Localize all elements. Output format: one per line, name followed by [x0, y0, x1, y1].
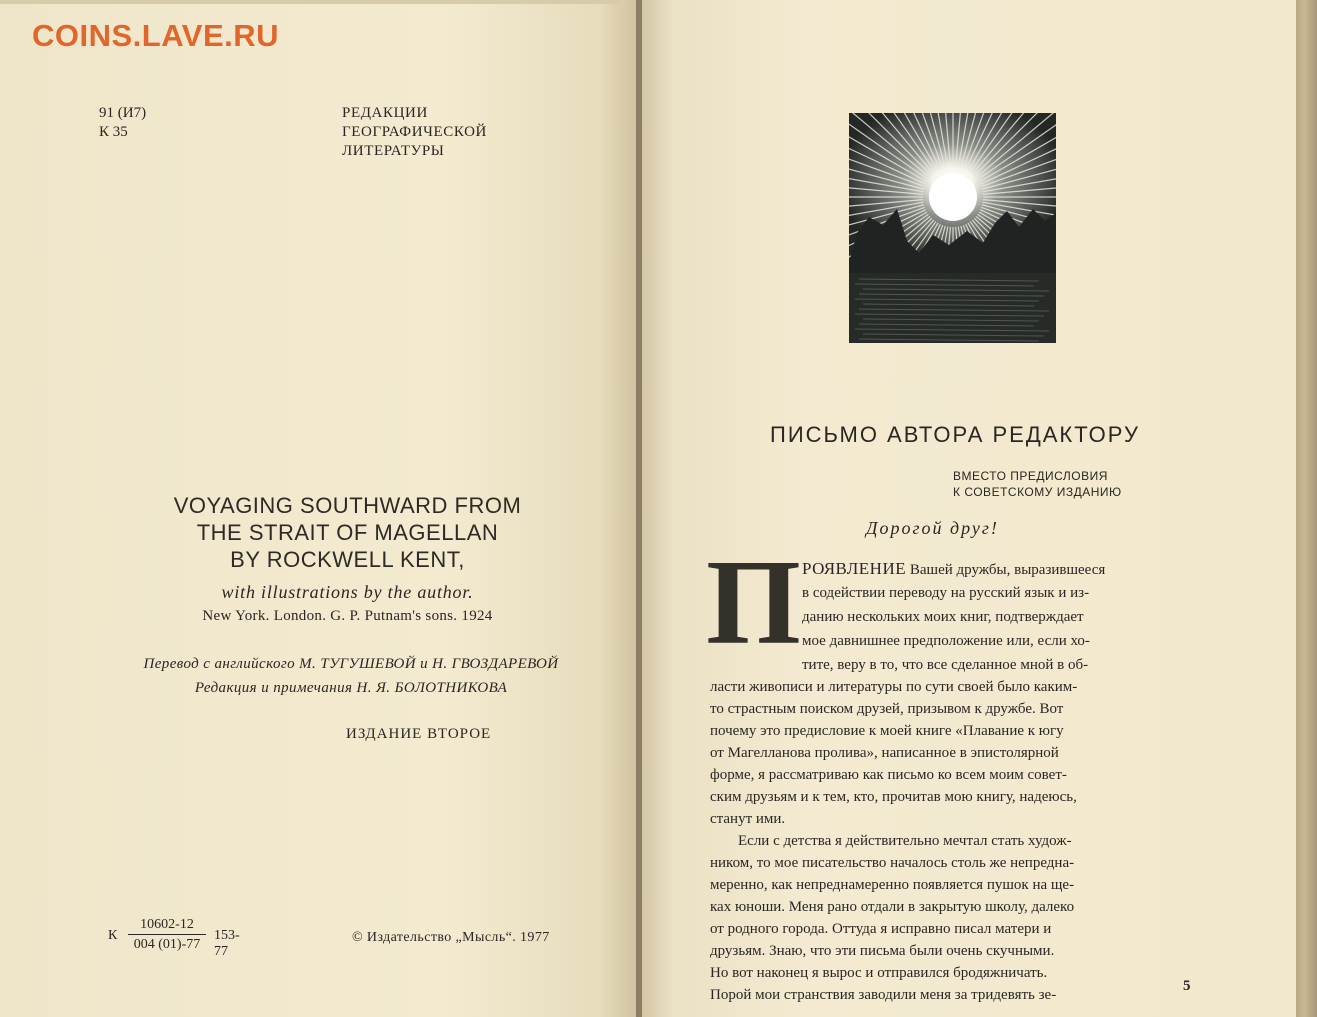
catalog-prefix: К — [108, 928, 118, 943]
body-line-text: Вашей дружбы, выразившееся — [906, 562, 1106, 578]
udk-line: 91 (И7) — [99, 105, 147, 121]
body-line: Порой мои странствия заводили меня за тридевять зе- — [710, 987, 1057, 1003]
salutation: Дорогой друг! — [866, 518, 999, 538]
body-line: от Магелланова пролива», написанное в эпистолярной — [710, 745, 1059, 761]
letter-subtitle — [953, 468, 1122, 500]
udk-line: К 35 — [99, 124, 128, 140]
credits-line: Перевод с английского М. ТУГУШЕВОЙ и Н. ГВОЗДАРЕВОЙ — [143, 656, 559, 672]
publisher-dept-line: РЕДАКЦИИ — [342, 105, 428, 121]
original-title-line: BY ROCKWELL KENT, — [230, 547, 465, 572]
subtitle-line: ВМЕСТО ПРЕДИСЛОВИЯ — [953, 469, 1108, 483]
first-word-rest: РОЯВЛЕНИЕ — [802, 559, 907, 578]
translation-credits — [96, 652, 606, 700]
book-gutter — [636, 0, 642, 1017]
body-line — [802, 560, 1105, 579]
udk-code — [99, 104, 146, 142]
illustrations-note: with illustrations by the author. — [221, 582, 474, 602]
catalog-suffix: 153-77 — [214, 928, 240, 959]
body-line: ках юноши. Меня рано отдали в закрытую школу, далеко — [710, 899, 1075, 915]
edition-label: ИЗДАНИЕ ВТОРОЕ — [346, 726, 492, 742]
body-line: мое давнишнее предположение или, если хо- — [802, 633, 1090, 649]
publisher-dept-line: ГЕОГРАФИЧЕСКОЙ — [342, 124, 487, 140]
catalog-denominator: 004 (01)-77 — [133, 937, 201, 952]
body-line: ским друзьям и к тем, кто, прочитав мою книгу, надеюсь, — [710, 789, 1077, 805]
publisher-dept-line: ЛИТЕРАТУРЫ — [342, 143, 445, 159]
body-line: форме, я рассматриваю как письмо ко всем моим совет- — [710, 767, 1067, 783]
body-line: от родного города. Оттуда я исправно писал матери и — [710, 921, 1052, 937]
body-line: почему это предисловие к моей книге «Плавание к югу — [710, 723, 1064, 739]
letter-title: ПИСЬМО АВТОРА РЕДАКТОРУ — [770, 422, 1140, 447]
publisher-department — [342, 104, 487, 161]
body-line: Но вот наконец я вырос и отправился бродяжничать. — [710, 965, 1048, 981]
credits-line: Редакция и примечания Н. Я. БОЛОТНИКОВА — [194, 680, 508, 696]
body-line: ласти живописи и литературы по сути своей было каким- — [710, 679, 1078, 695]
original-title-line: VOYAGING SOUTHWARD FROM — [173, 493, 522, 518]
page-edge — [1296, 0, 1317, 1017]
subtitle-line: К СОВЕТСКОМУ ИЗДАНИЮ — [953, 485, 1122, 499]
copyright-line: © Издательство „Мысль“. 1977 — [352, 930, 550, 945]
body-line: данию нескольких моих книг, подтверждает — [802, 609, 1084, 625]
original-title-line: THE STRAIT OF MAGELLAN — [196, 520, 499, 545]
body-line: тите, веру в то, что все сделанное мной в об- — [802, 657, 1089, 673]
body-line: станут ими. — [710, 811, 786, 827]
body-line: ником, то мое писательство началось столь же непредна- — [710, 855, 1075, 871]
body-line: меренно, как непреднамеренно появляется пушок на ще- — [710, 877, 1075, 893]
catalog-numerator: 10602-12 — [128, 916, 206, 935]
sun-mountains-woodcut-icon — [849, 113, 1056, 343]
body-line: Если с детства я действительно мечтал стать худож- — [738, 833, 1072, 849]
page-top-edge — [0, 0, 620, 4]
page-number: 5 — [1183, 978, 1191, 994]
original-imprint: New York. London. G. P. Putnam's sons. 1924 — [202, 608, 493, 624]
original-title — [110, 492, 585, 573]
site-watermark: COINS.LAVE.RU — [32, 18, 280, 53]
drop-cap: П — [706, 535, 797, 670]
body-line: то страстным поиском друзей, призывом к дружбе. Вот — [710, 701, 1064, 717]
woodcut-illustration — [849, 113, 1056, 343]
body-line: в содействии переводу на русский язык и из- — [802, 585, 1090, 601]
body-line: друзьям. Знаю, что эти письма были очень скучными. — [710, 943, 1055, 959]
